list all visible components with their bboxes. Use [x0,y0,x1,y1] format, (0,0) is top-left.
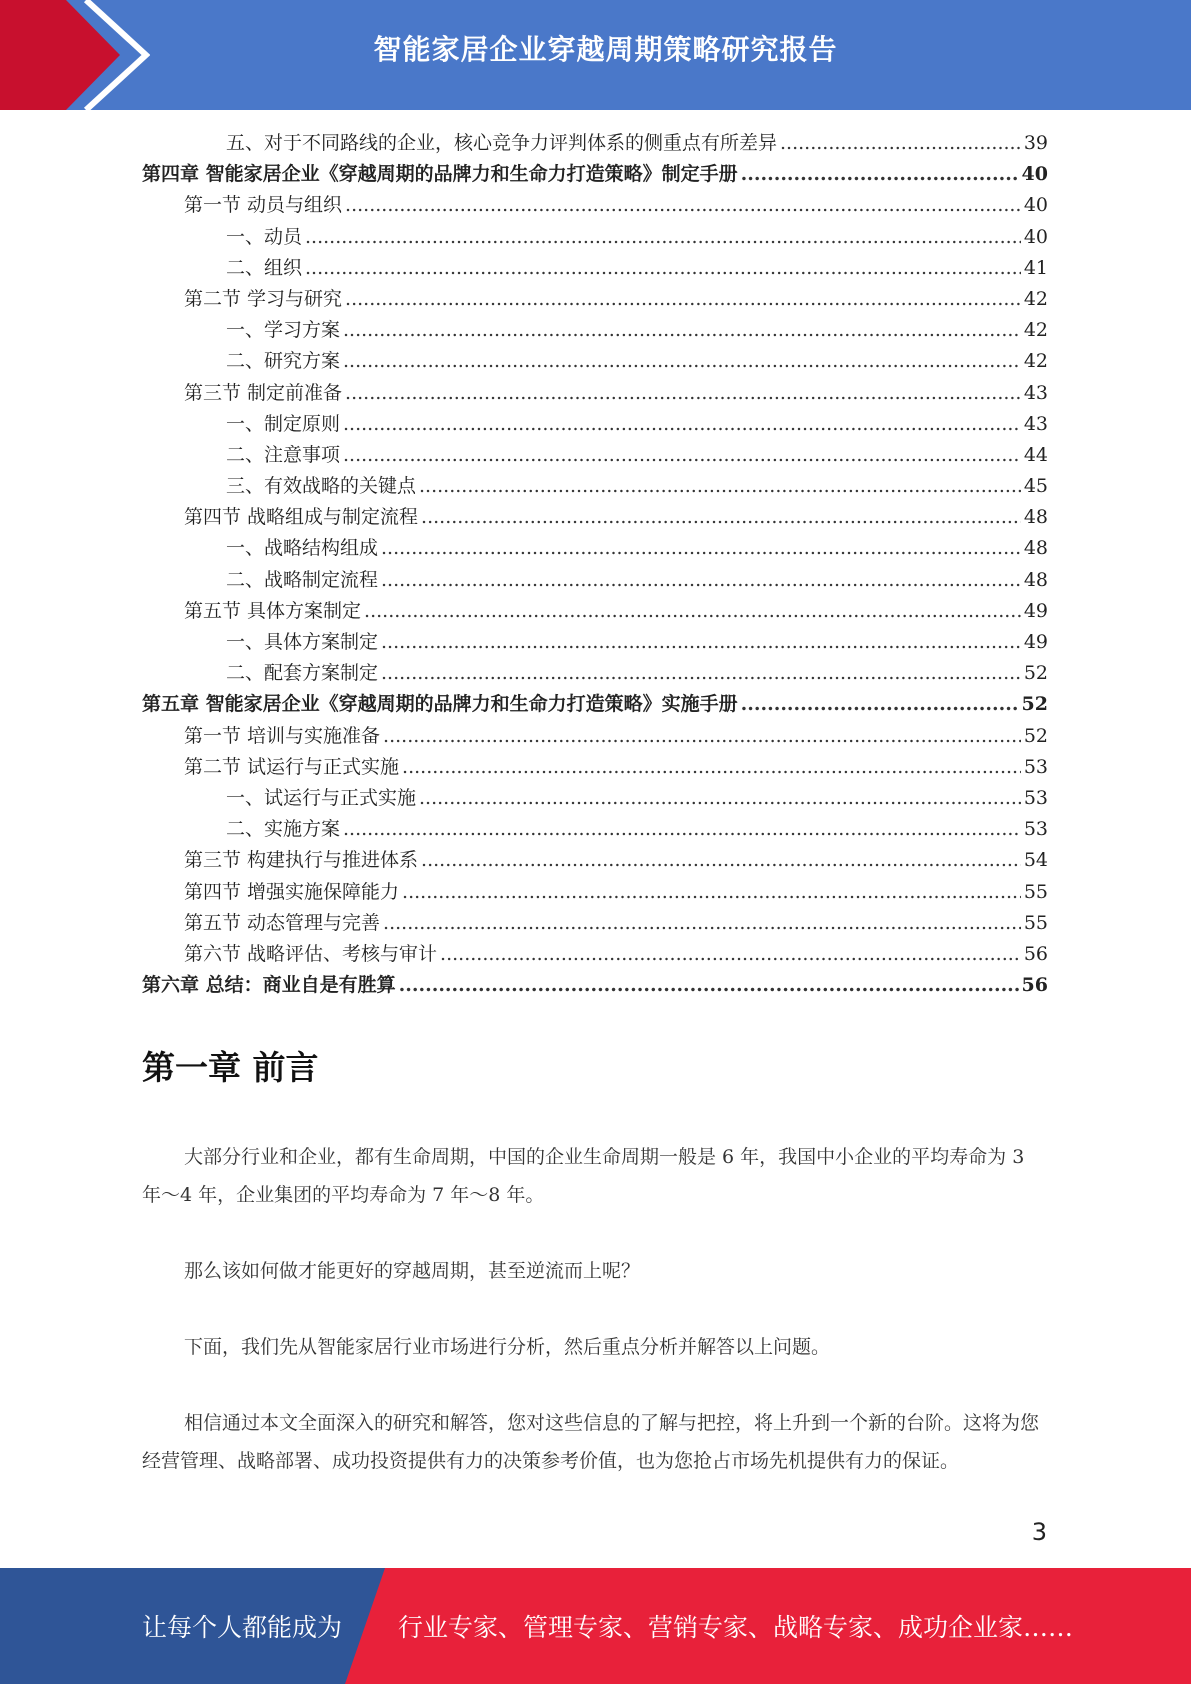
toc-dot-leader [345,288,1021,310]
toc-dot-leader [381,569,1021,591]
toc-entry[interactable] [142,752,1048,783]
toc-entry-page: 55 [1023,911,1048,934]
toc-entry-title: 第二节 学习与研究 [184,287,343,310]
toc-dot-leader [343,413,1021,435]
toc-entry[interactable] [142,814,1048,845]
toc-entry[interactable] [142,440,1048,471]
footer-slogan-left: 让每个人都能成为 [142,1613,343,1642]
toc-dot-leader [741,693,1019,715]
toc-entry[interactable] [142,222,1048,253]
toc-entry-title: 二、研究方案 [226,350,341,373]
table-of-contents [142,128,1048,1001]
toc-entry[interactable] [142,845,1048,876]
page-header [0,0,1191,110]
toc-dot-leader [402,756,1021,778]
toc-dot-leader [381,631,1021,653]
paragraph-1 [142,1138,1048,1214]
toc-entry-page: 53 [1023,786,1048,809]
toc-entry-title: 二、实施方案 [226,818,341,841]
footer-slogan-right: 行业专家、管理专家、营销专家、战略专家、成功企业家…… [398,1613,1074,1642]
toc-entry-page: 45 [1023,475,1048,498]
toc-entry-page: 40 [1023,225,1048,248]
toc-entry[interactable] [142,596,1048,627]
toc-dot-leader [383,912,1021,934]
toc-entry-page: 39 [1023,132,1048,154]
toc-entry-title: 二、组织 [226,256,303,279]
toc-entry-page: 41 [1023,256,1048,279]
toc-dot-leader [343,818,1021,840]
toc-entry-page: 52 [1023,724,1048,747]
toc-entry-title: 第五章 智能家居企业《穿越周期的品牌力和生命力打造策略》实施手册 [142,693,738,716]
toc-entry[interactable] [142,409,1048,440]
toc-entry-title: 一、学习方案 [226,319,341,342]
toc-dot-leader [399,974,1019,996]
toc-dot-leader [440,943,1021,965]
toc-entry-title: 第二节 试运行与正式实施 [184,755,400,778]
toc-entry[interactable] [142,284,1048,315]
toc-entry-page: 48 [1023,537,1048,560]
toc-entry[interactable] [142,939,1048,970]
toc-entry-title: 第一节 动员与组织 [184,194,343,217]
toc-entry-page: 52 [1023,662,1048,685]
toc-entry-title: 五、对于不同路线的企业，核心竞争力评判体系的侧重点有所差异 [226,132,778,154]
toc-entry-title: 二、战略制定流程 [226,568,379,591]
toc-entry-page: 48 [1023,568,1048,591]
paragraph-4 [142,1404,1048,1480]
toc-entry-title: 第三节 构建执行与推进体系 [184,849,419,872]
toc-entry[interactable] [142,253,1048,284]
toc-entry-page: 53 [1023,818,1048,841]
toc-entry[interactable] [142,877,1048,908]
toc-entry[interactable] [142,502,1048,533]
toc-entry-title: 第三节 制定前准备 [184,381,343,404]
toc-entry-page: 40 [1023,194,1048,217]
toc-dot-leader [402,881,1021,903]
toc-entry-title: 二、配套方案制定 [226,662,379,685]
page-number: 3 [1031,1518,1047,1546]
chapter-title: 第一章 前言 [142,1048,319,1087]
toc-entry[interactable] [142,783,1048,814]
paragraph-text: 下面，我们先从智能家居行业市场进行分析，然后重点分析并解答以上问题。 [184,1336,831,1358]
toc-entry-title: 一、制定原则 [226,412,341,435]
toc-dot-leader [383,725,1021,747]
toc-entry[interactable] [142,346,1048,377]
toc-dot-leader [364,600,1021,622]
toc-dot-leader [381,537,1021,559]
toc-dot-leader [345,382,1021,404]
toc-entry[interactable] [142,658,1048,689]
toc-entry-page: 48 [1023,506,1048,529]
toc-entry-title: 一、动员 [226,225,303,248]
toc-entry-page: 44 [1023,443,1048,466]
toc-dot-leader [419,475,1021,497]
toc-entry-title: 第四章 智能家居企业《穿越周期的品牌力和生命力打造策略》制定手册 [142,163,738,186]
paragraph-text: 大部分行业和企业，都有生命周期，中国的企业生命周期一般是 6 年，我国中小企业的平均寿命为 3 年～4 年，企业集团的平均寿命为 7 年～8 年。 [142,1146,1025,1206]
paragraph-text: 相信通过本文全面深入的研究和解答，您对这些信息的了解与把控，将上升到一个新的台阶。这将为您经营管理、战略部署、成功投资提供有力的决策参考价值，也为您抢占市场先机提供有力的保证。 [142,1412,1040,1472]
toc-entry[interactable] [142,159,1048,190]
toc-dot-leader [421,849,1021,871]
toc-dot-leader [421,506,1021,528]
toc-entry-title: 第六章 总结：商业自是有胜算 [142,974,396,997]
paragraph-3 [142,1328,1048,1366]
toc-entry-title: 第一节 培训与实施准备 [184,724,381,747]
toc-entry[interactable] [142,565,1048,596]
report-title: 智能家居企业穿越周期策略研究报告 [373,33,838,66]
toc-entry-title: 第四节 增强实施保障能力 [184,880,400,903]
paragraph-text: 那么该如何做才能更好的穿越周期，甚至逆流而上呢？ [184,1260,641,1282]
toc-entry-page: 49 [1023,599,1048,622]
toc-entry[interactable] [142,627,1048,658]
toc-dot-leader [345,194,1021,216]
toc-dot-leader [741,163,1019,185]
toc-entry-page: 54 [1023,849,1048,872]
toc-entry[interactable] [142,378,1048,409]
toc-entry[interactable] [142,908,1048,939]
toc-entry-page: 55 [1023,880,1048,903]
toc-entry[interactable] [142,533,1048,564]
toc-entry-title: 三、有效战略的关键点 [226,475,417,498]
toc-entry[interactable] [142,970,1048,1001]
paragraph-2 [142,1252,1048,1290]
toc-entry-page: 42 [1023,350,1048,373]
toc-entry[interactable] [142,721,1048,752]
page-footer [0,1568,1191,1684]
toc-entry-title: 一、战略结构组成 [226,537,379,560]
toc-entry-page: 49 [1023,631,1048,653]
toc-entry[interactable] [142,689,1048,720]
toc-entry-title: 第六节 战略评估、考核与审计 [184,942,438,965]
toc-entry-page: 56 [1021,974,1048,997]
toc-entry-title: 一、试运行与正式实施 [226,786,417,809]
toc-entry-page: 42 [1023,319,1048,342]
toc-entry-title: 一、具体方案制定 [226,631,379,653]
toc-entry-title: 第五节 具体方案制定 [184,599,362,622]
toc-entry[interactable] [142,315,1048,346]
toc-dot-leader [305,226,1021,248]
toc-entry[interactable] [142,190,1048,221]
toc-dot-leader [381,662,1021,684]
toc-dot-leader [343,319,1021,341]
toc-dot-leader [343,444,1021,466]
toc-entry-page: 56 [1023,942,1048,965]
toc-dot-leader [419,787,1021,809]
toc-dot-leader [780,132,1021,154]
toc-entry-page: 52 [1021,693,1048,716]
toc-entry-page: 42 [1023,287,1048,310]
toc-entry-page: 43 [1023,412,1048,435]
toc-entry-title: 第五节 动态管理与完善 [184,911,381,934]
toc-entry-page: 43 [1023,381,1048,404]
toc-entry[interactable] [142,128,1048,159]
toc-entry[interactable] [142,471,1048,502]
toc-dot-leader [305,257,1021,279]
toc-entry-page: 40 [1021,163,1048,186]
toc-dot-leader [343,350,1021,372]
toc-entry-title: 二、注意事项 [226,443,341,466]
toc-entry-title: 第四节 战略组成与制定流程 [184,506,419,529]
toc-entry-page: 53 [1023,755,1048,778]
